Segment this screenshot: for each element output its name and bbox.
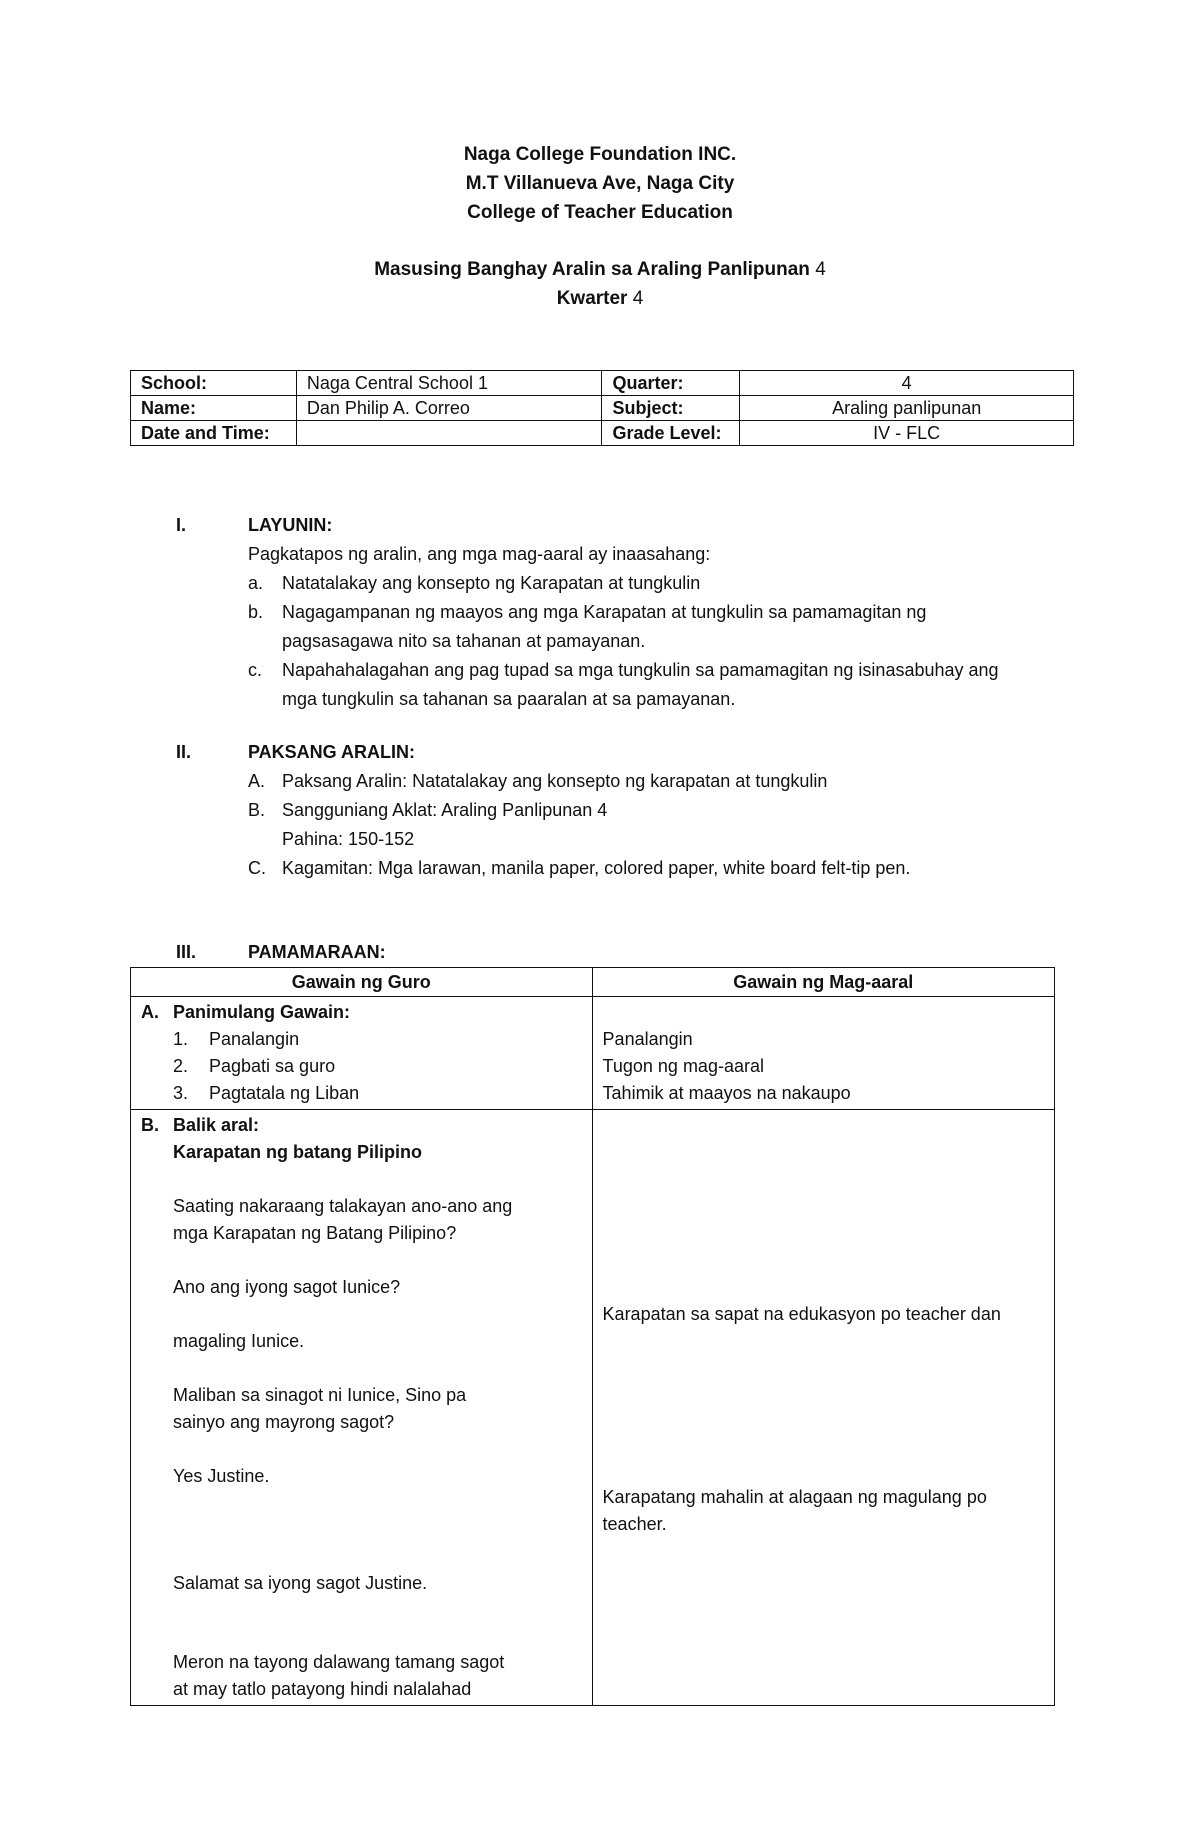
teacher-cell xyxy=(131,1110,593,1706)
quarter-line xyxy=(0,284,1200,313)
teacher-line: Meron na tayong dalawang tamang sagot xyxy=(173,1652,505,1672)
teacher-line: Salamat sa iyong sagot Justine. xyxy=(173,1573,428,1593)
section-layunin xyxy=(176,510,999,714)
teacher-line: Ano ang iyong sagot Iunice? xyxy=(173,1277,401,1297)
table-row xyxy=(131,371,1074,396)
table-row xyxy=(131,997,1055,1110)
list-item: 1. Panalangin xyxy=(173,1029,300,1049)
teacher-line: magaling Iunice. xyxy=(173,1331,305,1351)
column-header-teacher: Gawain ng Guro xyxy=(131,968,593,997)
section-intro: Pagkatapos ng aralin, ang mga mag-aaral ay inaasahang: xyxy=(248,544,711,564)
plan-title: Masusing Banghay Aralin sa Araling Panlipunan xyxy=(374,259,810,280)
section-title: PAMAMARAAN: xyxy=(248,941,386,962)
list-item: 3. Pagtatala ng Liban xyxy=(173,1083,360,1103)
section-number: II. xyxy=(176,741,192,762)
list-item: 2. Pagbati sa guro xyxy=(173,1056,336,1076)
name-value: Dan Philip A. Correo xyxy=(296,396,602,421)
subject-label: Subject: xyxy=(602,396,740,421)
section-heading xyxy=(176,737,910,767)
list-item: a. Natatalakay ang konsepto ng Karapatan at tungkulin xyxy=(248,573,701,593)
list-item-continuation: pagsasagawa nito sa tahanan at pamayanan. xyxy=(282,631,646,651)
teacher-line: at may tatlo patayong hindi nalalahad xyxy=(173,1679,472,1699)
quarter-value: 4 xyxy=(632,288,644,309)
list-item: c. Napahahalagahan ang pag tupad sa mga tungkulin sa pamamagitan ng isinasabuhay ang xyxy=(248,660,999,680)
list-item: C. Kagamitan: Mga larawan, manila paper, colored paper, white board felt-tip pen. xyxy=(248,858,911,878)
section-number: III. xyxy=(176,941,197,962)
document-header xyxy=(0,140,1200,313)
student-cell xyxy=(592,997,1054,1110)
list-item: B. Sangguniang Aklat: Araling Panlipunan 4 xyxy=(248,800,608,820)
table-row xyxy=(131,1110,1055,1706)
list-item-continuation: Pahina: 150-152 xyxy=(282,829,415,849)
section-pamamaraan xyxy=(176,937,386,967)
section-title: LAYUNIN: xyxy=(248,514,333,535)
procedure-table xyxy=(130,967,1055,1706)
table-row xyxy=(131,396,1074,421)
grade-level-label: Grade Level: xyxy=(602,421,740,446)
column-header-student: Gawain ng Mag-aaral xyxy=(592,968,1054,997)
part-subtitle: Karapatan ng batang Pilipino xyxy=(173,1142,423,1162)
quarter-label: Quarter: xyxy=(602,371,740,396)
info-table xyxy=(130,370,1074,446)
section-number: I. xyxy=(176,514,187,535)
date-time-label: Date and Time: xyxy=(131,421,297,446)
teacher-line: Maliban sa sinagot ni Iunice, Sino pa xyxy=(173,1385,467,1405)
college-name: College of Teacher Education xyxy=(467,202,733,223)
institution-address: M.T Villanueva Ave, Naga City xyxy=(465,173,735,194)
teacher-line: Yes Justine. xyxy=(173,1466,270,1486)
teacher-cell xyxy=(131,997,593,1110)
institution-name: Naga College Foundation INC. xyxy=(463,144,737,165)
section-title: PAKSANG ARALIN: xyxy=(248,741,415,762)
list-item-continuation: mga tungkulin sa tahanan sa paaralan at sa pamayanan. xyxy=(282,689,736,709)
plan-grade: 4 xyxy=(815,259,826,280)
student-response: Panalangin xyxy=(602,1029,693,1049)
part-heading: A. Panimulang Gawain: xyxy=(141,1002,351,1022)
student-response: Tugon ng mag-aaral xyxy=(602,1056,764,1076)
student-response: Karapatan sa sapat na edukasyon po teacher dan xyxy=(602,1304,1001,1324)
date-time-value xyxy=(296,421,602,446)
grade-level-value: IV - FLC xyxy=(740,421,1074,446)
table-header-row xyxy=(131,968,1055,997)
teacher-line: Saating nakaraang talakayan ano-ano ang xyxy=(173,1196,513,1216)
plan-title-line xyxy=(0,255,1200,284)
quarter-label: Kwarter xyxy=(556,288,628,309)
teacher-line: mga Karapatan ng Batang Pilipino? xyxy=(173,1223,457,1243)
subject-value: Araling panlipunan xyxy=(740,396,1074,421)
student-response: Tahimik at maayos na nakaupo xyxy=(602,1083,851,1103)
school-value: Naga Central School 1 xyxy=(296,371,602,396)
student-cell xyxy=(592,1110,1054,1706)
list-item: A. Paksang Aralin: Natatalakay ang konsepto ng karapatan at tungkulin xyxy=(248,771,828,791)
part-heading: B. Balik aral: xyxy=(141,1115,260,1135)
section-paksang-aralin xyxy=(176,737,910,883)
quarter-value: 4 xyxy=(740,371,1074,396)
student-response: teacher. xyxy=(602,1514,667,1534)
section-heading xyxy=(176,510,999,540)
name-label: Name: xyxy=(131,396,297,421)
section-heading xyxy=(176,937,386,967)
school-label: School: xyxy=(131,371,297,396)
list-item: b. Nagagampanan ng maayos ang mga Karapatan at tungkulin sa pamamagitan ng xyxy=(248,602,927,622)
table-row xyxy=(131,421,1074,446)
student-response: Karapatang mahalin at alagaan ng magulang po xyxy=(602,1487,987,1507)
teacher-line: sainyo ang mayrong sagot? xyxy=(173,1412,395,1432)
